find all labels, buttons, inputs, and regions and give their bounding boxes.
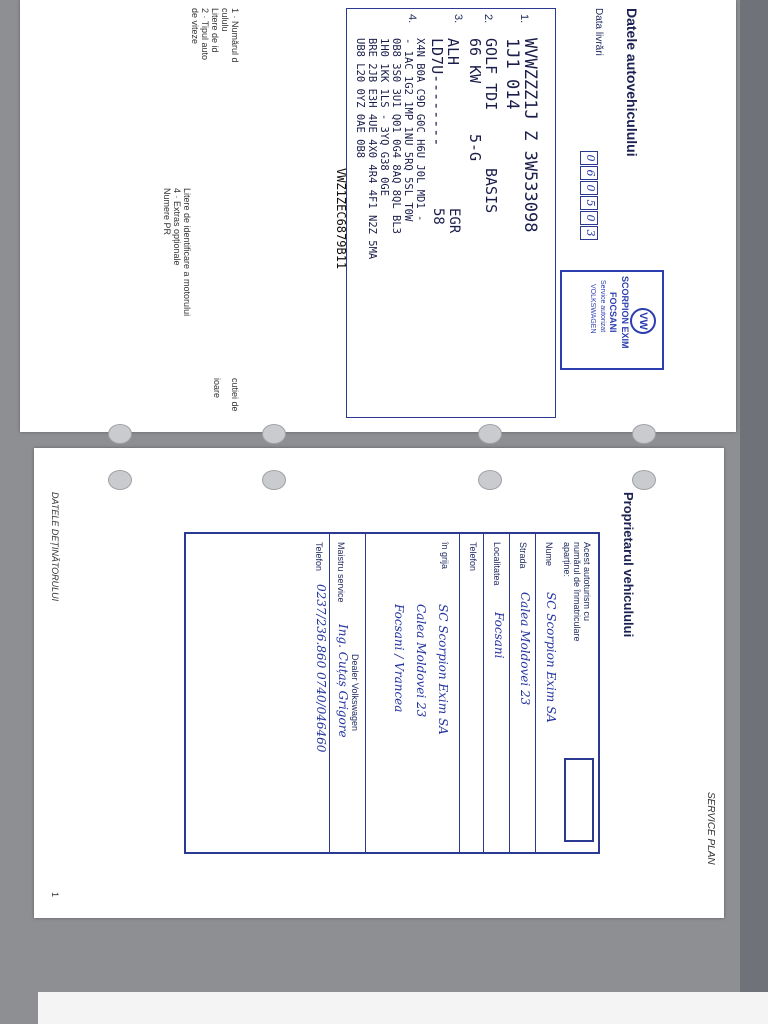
model-code: 1J1 014: [502, 38, 522, 110]
care-address-line: Focsani / Vrancea: [392, 604, 406, 713]
bottom-code: VWZ1ZEC6879B11: [334, 168, 348, 270]
divider: [535, 534, 536, 852]
field-value-name: SC Scorpion Exim SA: [544, 592, 558, 723]
field-value-city: Focsani: [492, 612, 506, 659]
pr-row: 0B8 3S0 3U1 Q01 0G4 8AQ 8QL BL3: [390, 38, 402, 234]
pr-row: - 1AC 1G2 1MP 1NU 5RQ 5SL T0W: [402, 38, 414, 222]
model-name: GOLF TDI: [482, 38, 500, 111]
gearbox: 5-G: [466, 134, 484, 162]
field-label: în grija: [440, 542, 450, 570]
dealer-stamp: [560, 270, 664, 370]
pr-row: BRE 2JB E3H 4UE 4X0 4R4 4F1 N2Z 5MA: [366, 38, 378, 260]
intro-line: Acest autoturism cu: [582, 542, 592, 622]
registration-number-box[interactable]: [564, 758, 594, 842]
engine-power: 66 KW: [466, 38, 484, 84]
phone-value: 0237/236.860 0740/046460: [314, 584, 328, 753]
owner-title: Proprietarul vehiculului: [621, 492, 636, 638]
vehicle-data-panel: [18, 8, 740, 428]
service-plan-header: SERVICE PLAN: [705, 792, 716, 865]
divider: [483, 534, 484, 852]
delivery-date-label: Data livrări: [593, 8, 604, 56]
legend-right: ioare: [212, 378, 222, 399]
next-page-edge: [38, 992, 768, 1024]
date-digit: 3: [580, 226, 598, 240]
care-address-line: Calea Moldovei 23: [414, 604, 428, 718]
field-label: Nume: [544, 542, 554, 567]
legend-4: 4 · Extras opționale: [172, 188, 182, 266]
pr-row: UB8 L20 0YZ 0AE 0B8: [354, 38, 366, 159]
page-number: 1: [50, 892, 60, 898]
scan-edge: [740, 0, 768, 1024]
legend-line: cululu: [220, 8, 230, 32]
legend-4: Numere PR: [162, 188, 172, 236]
pr-row: X4N B0A C9D G0C H6U J0L MD1 -: [414, 38, 426, 222]
transmission-code: LD7U--------: [428, 38, 446, 147]
legend-line: 2 · Tipul auto: [200, 8, 210, 61]
intro-line: numărul de înmatriculare: [572, 542, 582, 642]
field-label: Telefon: [314, 542, 324, 572]
intro-line: aparține:: [562, 542, 572, 578]
section-number-1: 1.: [518, 14, 530, 24]
divider: [459, 534, 460, 852]
field-value-street: Calea Moldovei 23: [518, 592, 532, 706]
legend-4: Litere de identificare a motorului: [182, 188, 192, 317]
stamp-name: SCORPION EXIM: [620, 276, 630, 349]
delivery-date-boxes: [580, 151, 598, 240]
field-label: Strada: [518, 542, 528, 569]
date-digit: 0: [580, 151, 598, 165]
footer-label: DATELE DEȚINĂTORULUI: [50, 492, 60, 602]
legend-right: cutiei de: [230, 378, 240, 412]
date-digit: 6: [580, 166, 598, 180]
number-58: 58: [430, 208, 446, 225]
stamp-city: FOCSANI: [608, 292, 618, 333]
engine-extra: EGR: [446, 208, 462, 234]
legend-line: Litere de id: [210, 8, 220, 53]
field-label: Maistru service: [336, 542, 346, 603]
engine-code: ALH: [444, 38, 462, 66]
stamp-line1: Service autorizat: [599, 280, 606, 333]
field-value-care: SC Scorpion Exim SA: [436, 604, 450, 735]
field-label: Telefon: [468, 542, 478, 572]
divider: [329, 534, 330, 852]
dealer-label: Dealer Volkswagen: [350, 654, 360, 732]
date-digit: 0: [580, 181, 598, 195]
vehicle-data-title: Datele autovehiculului: [624, 8, 640, 157]
legend-line: 1 · Numărul d: [230, 8, 240, 63]
divider: [365, 534, 366, 852]
section-number-2: 2.: [482, 14, 494, 24]
divider: [509, 534, 510, 852]
owner-panel: [40, 452, 720, 912]
service-master-value: Ing. Cuțaș Grigore: [336, 624, 350, 738]
section-number-4: 4.: [406, 14, 418, 24]
date-digit: 0: [580, 211, 598, 225]
legend-line: de viteze: [190, 8, 200, 45]
vw-logo-icon: VW: [630, 308, 656, 334]
vin-line: WVWZZZ1J Z 3W533098: [520, 38, 540, 233]
pr-row: 1H0 1KK 1LS - 3YQ G38 0GE: [378, 38, 390, 197]
date-digit: 5: [580, 196, 598, 210]
section-number-3: 3.: [452, 14, 464, 24]
stamp-line2: VOLKSWAGEN: [589, 284, 596, 334]
owner-form: [184, 532, 600, 854]
model-trim: BASIS: [482, 168, 500, 214]
field-label: Localitatea: [492, 542, 502, 586]
